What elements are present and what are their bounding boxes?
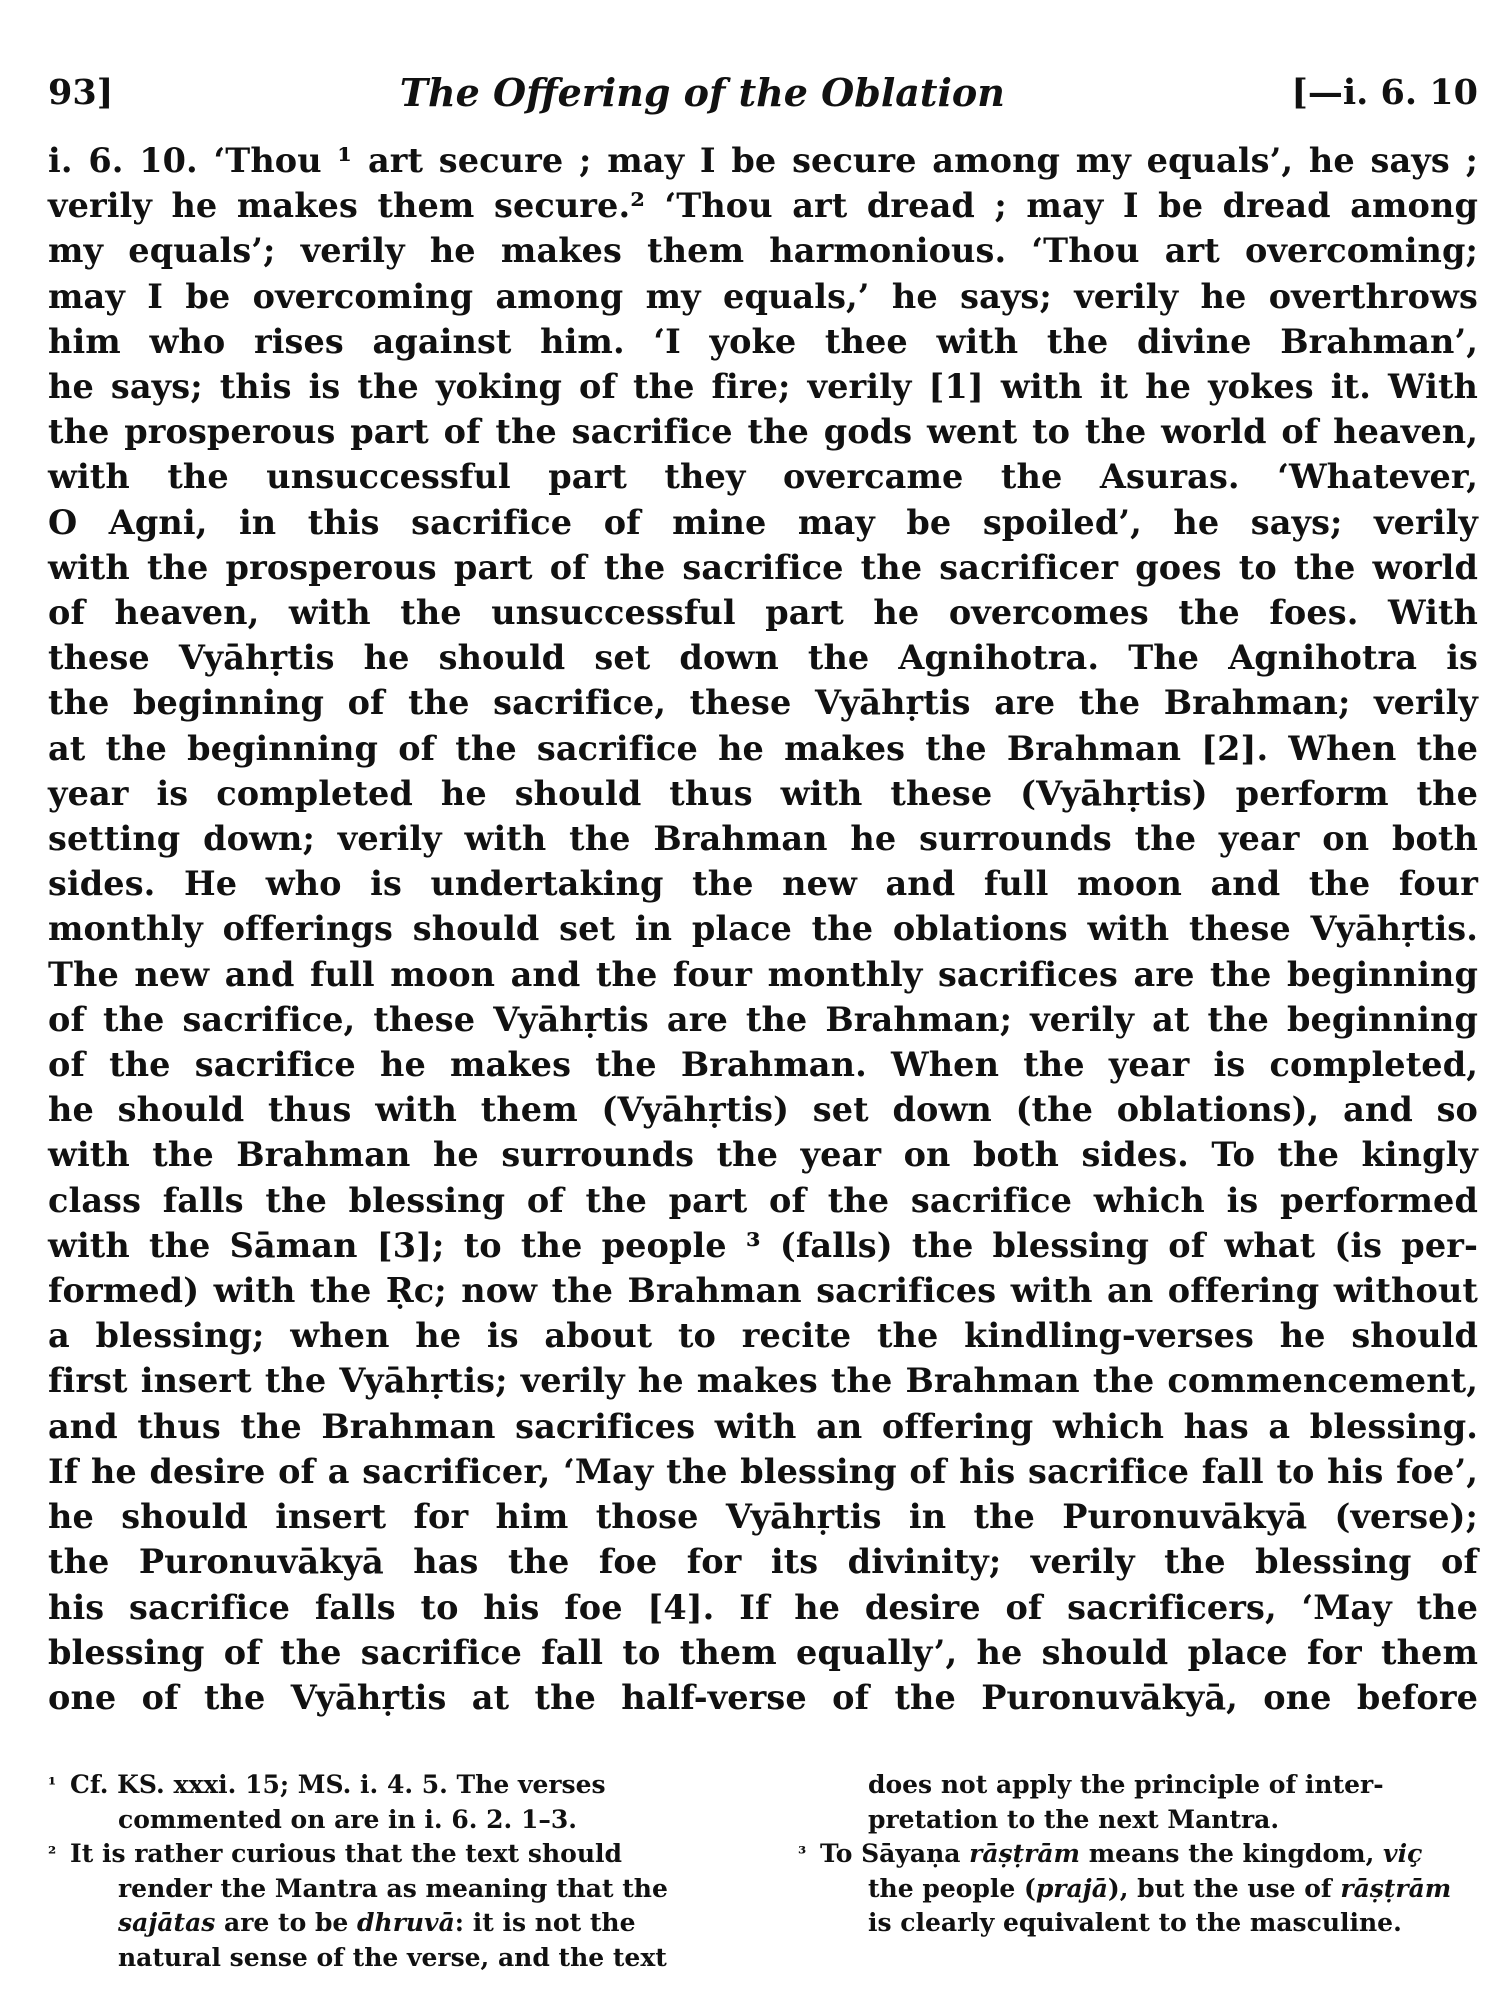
footnote-text: : it is not the: [454, 1908, 636, 1937]
text-line: the beginning of the sacrifice, these Vyāhṛtis are the Brahman; verily: [48, 683, 1478, 723]
text-line: of heaven, with the unsuccessful part he overcomes the foes. With: [48, 593, 1478, 633]
footnote-line: does not apply the principle of inter-: [868, 1770, 1384, 1799]
footnote-line: is clearly equivalent to the masculine.: [868, 1908, 1402, 1937]
text-line: year is completed he should thus with these (Vyāhṛtis) perform the: [48, 773, 1478, 813]
footnote-term: rāṣṭrām: [969, 1839, 1080, 1868]
section-reference: [—i. 6. 10: [1291, 71, 1478, 113]
text-line: of the sacrifice, these Vyāhṛtis are the Brahman; verily at the beginning: [48, 999, 1478, 1039]
text-line: at the beginning of the sacrifice he makes the Brahman [2]. When the: [48, 728, 1478, 768]
footnote-marker: ³: [798, 1843, 807, 1865]
text-line: his sacrifice falls to his foe [4]. If he desire of sacrificers, ‘May the: [48, 1587, 1478, 1627]
footnote-term: viç: [1383, 1839, 1423, 1868]
text-line: formed) with the Ṛc; now the Brahman sacrifices with an offering without: [48, 1271, 1478, 1311]
footnote-marker: ¹: [48, 1774, 57, 1796]
text-line: sides. He who is undertaking the new and full moon and the four: [48, 864, 1478, 904]
text-line: him who rises against him. ‘I yoke thee with the divine Brahman’,: [48, 321, 1478, 361]
running-title: The Offering of the Oblation: [399, 69, 1005, 115]
text-line: the prosperous part of the sacrifice the gods went to the world of heaven,: [48, 412, 1478, 452]
footnotes-right-column: [798, 1768, 1478, 1975]
text-line: with the unsuccessful part they overcame the Asuras. ‘Whatever,: [48, 457, 1478, 497]
footnote-1: [48, 1768, 748, 1837]
text-line: with the Brahman he surrounds the year on both sides. To the kingly: [48, 1135, 1478, 1175]
text-line: with the prosperous part of the sacrifice the sacrificer goes to the world: [48, 547, 1478, 587]
text-line: first insert the Vyāhṛtis; verily he makes the Brahman the commencement,: [48, 1361, 1478, 1401]
footnote-line: [118, 1906, 748, 1941]
text-line: verily he makes them secure.² ‘Thou art dread ; may I be dread among: [48, 186, 1478, 226]
text-line: The new and full moon and the four monthly sacrifices are the beginning: [48, 954, 1478, 994]
footnote-term: prajā: [1035, 1873, 1108, 1903]
footnote-text: the people (: [868, 1873, 1036, 1903]
page-number: 93]: [48, 71, 114, 113]
text-line: with the Sāman [3]; to the people ³ (falls) the blessing of what (is per-: [48, 1225, 1478, 1265]
footnote-text: ), but the use of: [1107, 1873, 1341, 1903]
text-line: of the sacrifice he makes the Brahman. When the year is completed,: [48, 1045, 1478, 1085]
running-header: [48, 62, 1478, 122]
text-line: he says; this is the yoking of the fire; verily [1] with it he yokes it. With: [48, 367, 1478, 407]
text-line: the Puronuvākyā has the foe for its divinity; verily the blessing of: [48, 1542, 1478, 1582]
text-line: O Agni, in this sacrifice of mine may be spoiled’, he says; verily: [48, 502, 1478, 542]
text-line: i. 6. 10. ‘Thou ¹ art secure ; may I be secure among my equals’, he says ;: [48, 141, 1478, 180]
footnote-text: are to be: [215, 1908, 358, 1937]
text-line: may I be overcoming among my equals,’ he says; verily he overthrows: [48, 276, 1478, 316]
footnote-term: dhruvā: [357, 1908, 455, 1937]
footnote-text: means the kingdom,: [1080, 1839, 1384, 1868]
text-line: setting down; verily with the Brahman he surrounds the year on both: [48, 819, 1478, 859]
text-line: these Vyāhṛtis he should set down the Agnihotra. The Agnihotra is: [48, 638, 1478, 678]
footnote-line: It is rather curious that the text should: [70, 1839, 622, 1868]
footnote-line: [868, 1872, 1478, 1907]
text-line: class falls the blessing of the part of the sacrifice which is performed: [48, 1180, 1478, 1220]
text-line: one of the Vyāhṛtis at the half-verse of the Puronuvākyā, one before: [48, 1677, 1478, 1717]
footnote-line: pretation to the next Mantra.: [868, 1804, 1280, 1834]
text-line: a blessing; when he is about to recite the kindling-verses he should: [48, 1316, 1478, 1356]
footnote-marker: ²: [48, 1843, 57, 1865]
main-text: [48, 138, 1478, 1720]
footnote-line: Cf. KS. xxxi. 15; MS. i. 4. 5. The verses: [70, 1770, 606, 1799]
footnote-line: natural sense of the verse, and the text: [118, 1942, 667, 1972]
footnote-3: [798, 1837, 1478, 1941]
footnote-2-continued: [798, 1768, 1478, 1837]
text-line: If he desire of a sacrificer, ‘May the blessing of his sacrifice fall to his foe’,: [48, 1451, 1478, 1491]
footnote-line: render the Mantra as meaning that the: [118, 1873, 668, 1903]
text-line: monthly offerings should set in place the oblations with these Vyāhṛtis.: [48, 909, 1478, 949]
footnote-term: rāṣṭrām: [1340, 1873, 1452, 1903]
footnotes-left-column: [48, 1768, 748, 1975]
text-line: he should insert for him those Vyāhṛtis in the Puronuvākyā (verse);: [48, 1497, 1478, 1537]
footnote-term: sajātas: [118, 1908, 216, 1937]
text-line: he should thus with them (Vyāhṛtis) set down (the oblations), and so: [48, 1090, 1478, 1130]
footnote-text: To Sāyaṇa: [820, 1839, 970, 1868]
text-line: my equals’; verily he makes them harmonious. ‘Thou art overcoming;: [48, 231, 1478, 271]
footnotes: [48, 1768, 1478, 1975]
text-line: blessing of the sacrifice fall to them equally’, he should place for them: [48, 1632, 1478, 1672]
footnote-line: commented on are in i. 6. 2. 1–3.: [118, 1804, 577, 1834]
text-line: and thus the Brahman sacrifices with an offering which has a blessing.: [48, 1406, 1478, 1446]
footnote-2: [48, 1837, 748, 1975]
